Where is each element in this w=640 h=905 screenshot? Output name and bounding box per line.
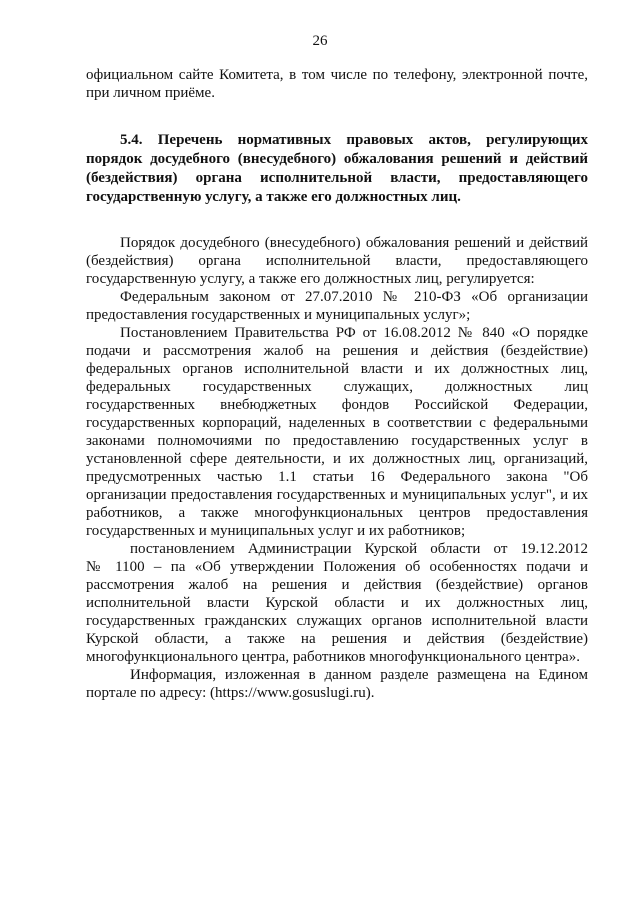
- text-line: федеральных государственных служащих, должностных лиц: [86, 379, 588, 395]
- heading-line: (бездействия) органа исполнительной власти, предоставляющего: [86, 170, 588, 186]
- text-line: государственную услугу, а также его должностных лиц, регулируется:: [86, 271, 535, 287]
- text-line: организации предоставления государственных и муниципальных услуг", и их: [86, 487, 588, 503]
- text-line: Информация, изложенная в данном разделе размещена на Едином: [130, 667, 588, 683]
- text-line: № 1100 – па «Об утверждении Положения об особенностях подачи и: [86, 559, 588, 575]
- text-line: работников, а также многофункциональных центров предоставления: [86, 505, 588, 521]
- heading-line: 5.4. Перечень нормативных правовых актов, регулирующих: [120, 132, 588, 148]
- text-line: постановлением Администрации Курской области от 19.12.2012: [130, 541, 588, 557]
- text-line: установленной сфере деятельности, и их должностных лиц, организаций,: [86, 451, 588, 467]
- text-line: Федеральным законом от 27.07.2010 № 210-ФЗ «Об организации: [120, 289, 588, 305]
- heading-line: порядок досудебного (внесудебного) обжалования решений и действий: [86, 151, 588, 167]
- page-number: 26: [312, 33, 328, 49]
- text-line: Постановлением Правительства РФ от 16.08.2012 № 840 «О порядке: [120, 325, 588, 341]
- text-line: исполнительной власти Курской области и их должностных лиц,: [86, 595, 588, 611]
- text-line: Курской области, а также на решения и действия (бездействие): [86, 631, 588, 647]
- text-line: при личном приёме.: [86, 85, 215, 101]
- text-line: официальном сайте Комитета, в том числе по телефону, электронной почте,: [86, 67, 588, 83]
- text-line: государственных корпораций, наделенных в соответствии с федеральными: [86, 415, 588, 431]
- text-line: рассмотрения жалоб на решения и действия (бездействие) органов: [86, 577, 588, 593]
- section-heading: [86, 131, 588, 207]
- text-line: предоставления государственных и муниципальных услуг»;: [86, 307, 471, 323]
- heading-line: государственную услугу, а также его должностных лиц.: [86, 189, 461, 205]
- body-text: [86, 234, 588, 702]
- text-line: предусмотренных частью 1.1 статьи 16 Федерального закона "Об: [86, 469, 588, 485]
- text-line: портале по адресу: (https://www.gosuslugi.ru).: [86, 685, 375, 701]
- text-line: законами полномочиями по предоставлению государственных услуг в: [86, 433, 588, 449]
- intro-paragraph: [86, 66, 588, 102]
- text-line: государственных внебюджетных фондов Российской Федерации,: [86, 397, 588, 413]
- text-line: подачи и рассмотрения жалоб на решения и действия (бездействие): [86, 343, 588, 359]
- text-line: государственных гражданских служащих органов исполнительной власти: [86, 613, 588, 629]
- text-line: Порядок досудебного (внесудебного) обжалования решений и действий: [120, 235, 588, 251]
- text-line: федеральных органов исполнительной власти и их должностных лиц,: [86, 361, 588, 377]
- text-line: многофункционального центра, работников многофункционального центра».: [86, 649, 580, 665]
- text-line: (бездействия) органа исполнительной власти, предоставляющего: [86, 253, 588, 269]
- text-line: государственных и муниципальных услуг и их работников;: [86, 523, 466, 539]
